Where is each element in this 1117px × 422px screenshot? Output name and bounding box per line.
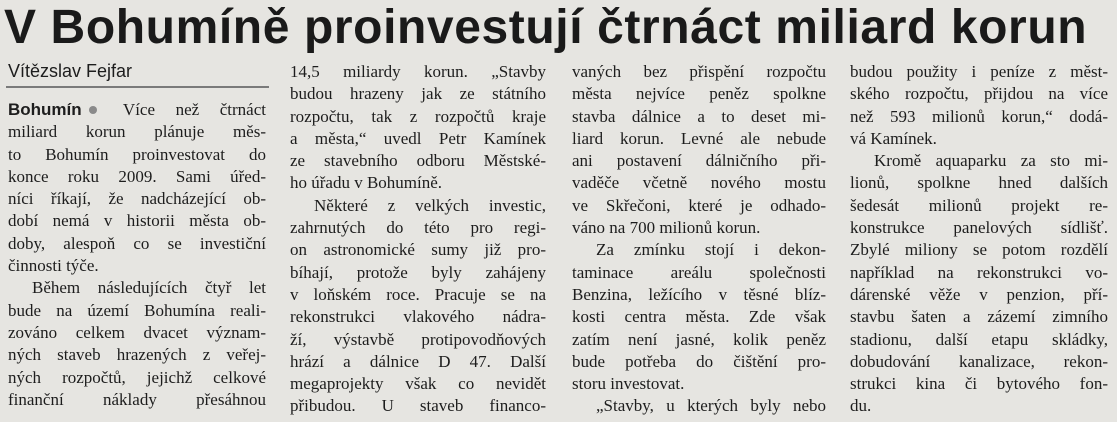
text-line: budou hrazeny jak ze státního (290, 84, 546, 104)
text-line: lionů, spolkne hned dalších (850, 173, 1108, 193)
text-line: níci říkají, že nadcházející ob- (8, 189, 266, 209)
text-line: ského rozpočtu, přijdou na více (850, 84, 1108, 104)
author-byline: Vítězslav Fejfar (8, 61, 133, 81)
text-line: přibudou. U staveb financo- (290, 396, 546, 416)
text-line: bíhají, protože byly zahájeny (290, 262, 546, 282)
text-column-2 (290, 61, 546, 418)
text-line: ze stavebního odboru Městské- (290, 151, 546, 171)
text-line: doby, alespoň co se investiční (8, 233, 266, 253)
text-line: zatím není jasné, kolik peněz (572, 329, 826, 349)
text-line: zahrnutých do této pro regi- (290, 218, 546, 238)
text-line: například na rekonstrukci vo- (850, 262, 1108, 282)
text-line: Kromě aquaparku za sto mi- (874, 151, 1108, 171)
text-line: vaděče včetně nového mostu (572, 173, 826, 193)
text-line: budou použity i peníze z měst- (850, 62, 1108, 81)
text-line: 14,5 miliardy korun. „Stavby (290, 62, 546, 81)
text-line: ných rozpočtů, jejichž celkové (8, 367, 266, 387)
text-line: bude na území Bohumína reali- (8, 300, 266, 320)
text-line: Některé z velkých investic, (314, 195, 546, 215)
text-line: než 593 milionů korun,“ dodá- (850, 106, 1108, 126)
text-column-1 (8, 99, 266, 411)
text-line: ho úřadu v Bohumíně. (290, 173, 443, 193)
text-line: váno na 700 milionů korun. (572, 218, 761, 238)
text-line: „Stavby, u kterých byly nebo (596, 396, 826, 416)
text-line: Za zmínku stojí i dekon- (596, 240, 826, 260)
text-line: vaných bez přispění rozpočtu (572, 62, 826, 81)
text-line: Benzina, ležícího v těsné blíz- (572, 284, 826, 304)
text-line: rozpočtu, tak z rozpočtů kraje (290, 106, 546, 126)
text-line: Bohumín Více než čtrnáct (8, 100, 266, 119)
text-line: storu investovat. (572, 374, 685, 394)
text-line: Během následujících čtyř let (32, 278, 266, 298)
text-line: stadionu, další etapu skládky, (850, 329, 1108, 349)
text-line: miliard korun plánuje měs- (8, 122, 266, 142)
text-line: hrází a dálnice D 47. Další (290, 351, 546, 371)
text-line: ve Skřečoni, které je odhado- (572, 195, 826, 215)
text-line: v loňském roce. Pracuje se na (290, 284, 546, 304)
text-line: rekonstrukci vlakového nádra- (290, 307, 546, 327)
text-line: on astronomické sumy již pro- (290, 240, 546, 260)
text-line: taminace areálu společnosti (572, 262, 826, 282)
text-line: konstrukce panelových sídlišť. (850, 218, 1108, 238)
text-line: zováno celkem dvacet význam- (8, 322, 266, 342)
text-line: dobí nemá v historii města ob- (8, 211, 266, 231)
text-line: konce roku 2009. Sami úřed- (8, 166, 266, 186)
text-line: dobudování kanalizace, rekon- (850, 351, 1108, 371)
text-line: to Bohumín proinvestovat do (8, 144, 266, 164)
text-line: du. (850, 396, 872, 416)
text-column-3 (572, 61, 826, 418)
text-line: činnosti týče. (8, 256, 99, 276)
text-line: města nejvíce peněz spolkne (572, 84, 826, 104)
text-line: ných staveb hrazených z veřej- (8, 345, 266, 365)
text-line: finanční náklady přesáhnou (8, 389, 266, 409)
dateline: Bohumín (8, 100, 82, 119)
text-line: a města,“ uvedl Petr Kamínek (290, 128, 546, 148)
text-column-4 (850, 61, 1108, 418)
text-line: Zbylé miliony se potom rozdělí (850, 240, 1108, 260)
text-line: strukci kina či bytového fon- (850, 374, 1108, 394)
article-headline: V Bohumíně proinvestují čtrnáct miliard korun (4, 1, 1088, 54)
text-line: ží, výstavbě protipovodňových (290, 329, 546, 349)
text-line: stavba dálnice a to deset mi- (572, 106, 826, 126)
text-line: liard korun. Levné ale nebude (572, 128, 826, 148)
bullet-dot-icon (89, 106, 97, 114)
text-line: ani postavení dálničního při- (572, 151, 826, 171)
text-line: vá Kamínek. (850, 128, 937, 148)
text-line: dárenské věže v penzion, pří- (850, 284, 1108, 304)
text-line: šedesát milionů projekt re- (850, 195, 1108, 215)
text-line: stavbu šaten a zázemí zimního (850, 307, 1108, 327)
text-line: bude potřeba do čištění pro- (572, 351, 826, 371)
text-line: megaprojekty však co nevidět (290, 374, 546, 394)
text-line: kosti centra města. Zde však (572, 307, 826, 327)
byline-divider (6, 86, 269, 88)
